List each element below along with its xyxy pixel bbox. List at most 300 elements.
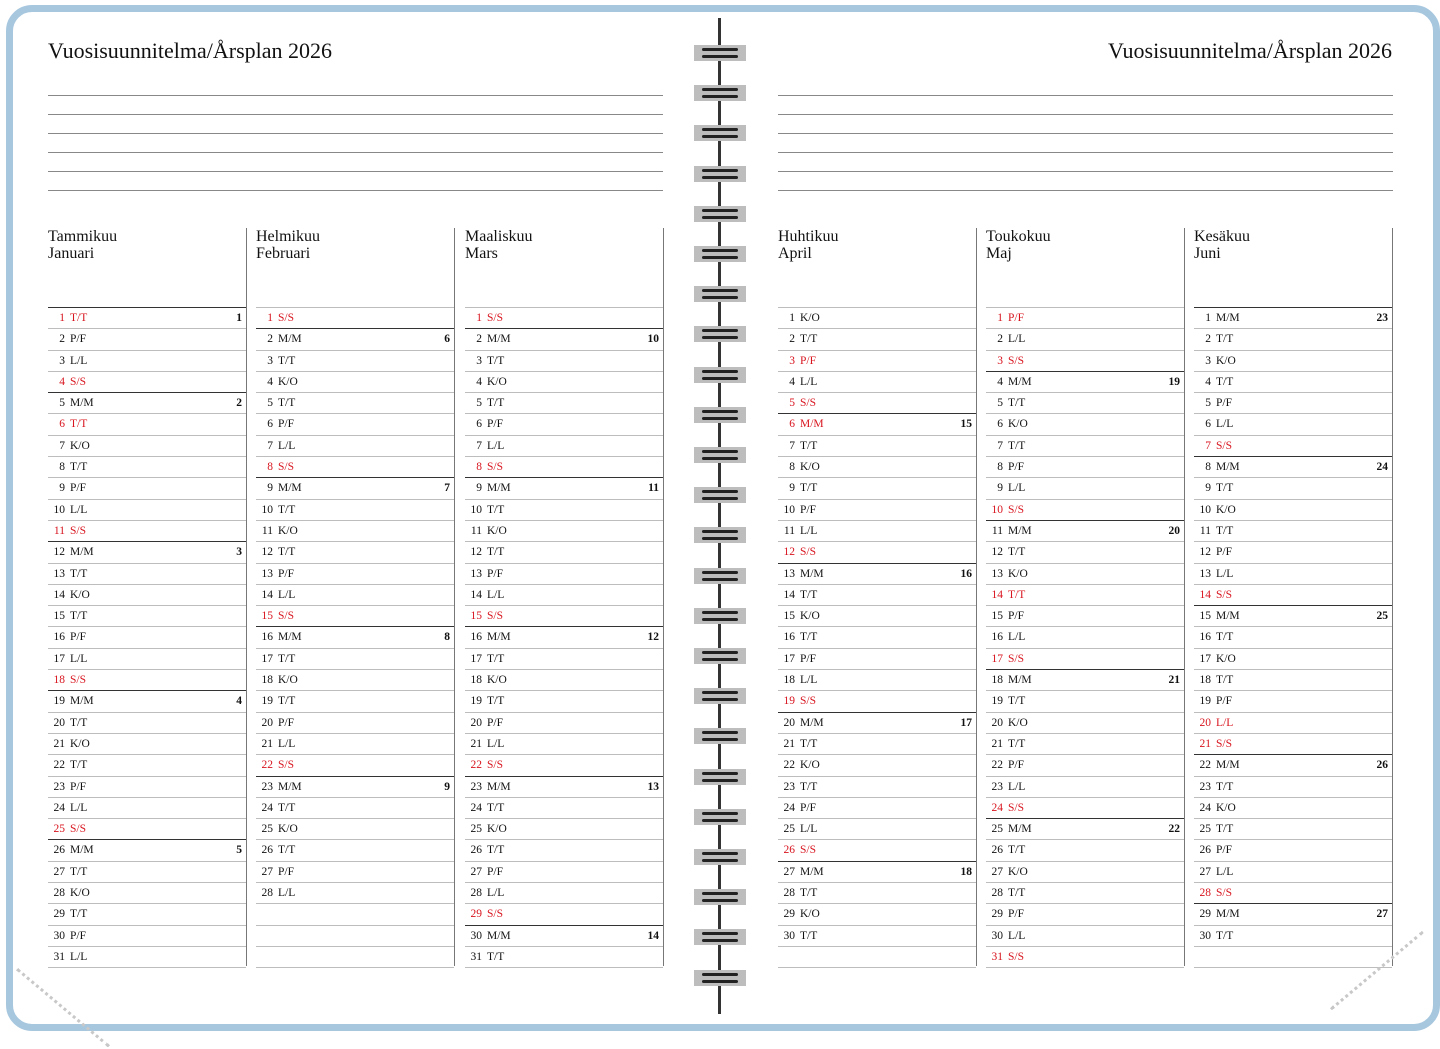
day-number: 21 xyxy=(53,737,65,750)
day-row[interactable] xyxy=(256,541,454,562)
day-number: 1 xyxy=(476,312,482,324)
weekday-abbr: S/S xyxy=(1216,588,1232,601)
day-row[interactable] xyxy=(778,499,976,520)
day-row[interactable] xyxy=(48,605,246,626)
day-row[interactable] xyxy=(986,541,1184,562)
day-row[interactable] xyxy=(1194,861,1392,882)
day-row[interactable] xyxy=(256,776,454,797)
day-row[interactable] xyxy=(778,456,976,477)
day-row[interactable] xyxy=(1194,754,1392,775)
day-row[interactable] xyxy=(465,371,663,392)
day-row[interactable] xyxy=(1194,605,1392,626)
weekday-abbr: L/L xyxy=(1216,865,1234,878)
day-row[interactable] xyxy=(48,818,246,839)
day-row[interactable] xyxy=(465,626,663,647)
day-row[interactable] xyxy=(1194,690,1392,711)
day-row[interactable] xyxy=(986,413,1184,434)
day-number: 9 xyxy=(267,482,273,495)
day-row[interactable] xyxy=(986,584,1184,605)
weekday-abbr: S/S xyxy=(487,908,503,921)
day-row[interactable] xyxy=(48,563,246,584)
weekday-abbr: P/F xyxy=(487,418,503,431)
note-line[interactable] xyxy=(48,133,663,134)
day-row[interactable] xyxy=(778,626,976,647)
empty-day-row xyxy=(256,925,454,946)
day-row[interactable] xyxy=(778,520,976,541)
day-row[interactable] xyxy=(256,307,454,328)
day-number: 31 xyxy=(991,950,1003,963)
weekday-abbr: S/S xyxy=(487,759,503,772)
day-number: 19 xyxy=(470,695,482,708)
day-row[interactable] xyxy=(1194,499,1392,520)
day-row[interactable] xyxy=(465,563,663,584)
weekday-abbr: T/T xyxy=(278,695,296,708)
day-row[interactable] xyxy=(1194,520,1392,541)
weekday-abbr: T/T xyxy=(800,588,818,601)
day-row[interactable] xyxy=(48,350,246,371)
day-number: 23 xyxy=(470,780,482,793)
day-row[interactable] xyxy=(1194,733,1392,754)
week-number: 19 xyxy=(1168,375,1180,388)
day-row[interactable] xyxy=(778,839,976,860)
day-row[interactable] xyxy=(465,818,663,839)
day-number: 20 xyxy=(470,716,482,729)
day-row[interactable] xyxy=(1194,882,1392,903)
day-row[interactable] xyxy=(465,925,663,946)
day-row[interactable] xyxy=(986,456,1184,477)
weekday-abbr: K/O xyxy=(800,610,820,623)
day-row[interactable] xyxy=(48,392,246,413)
day-number: 26 xyxy=(783,844,795,857)
day-row[interactable] xyxy=(256,584,454,605)
note-line[interactable] xyxy=(48,114,663,115)
weekday-abbr: T/T xyxy=(278,844,296,857)
day-number: 9 xyxy=(59,482,65,495)
weekday-abbr: M/M xyxy=(278,333,302,346)
spiral-ring xyxy=(694,608,746,624)
day-number: 2 xyxy=(789,333,795,346)
day-row[interactable] xyxy=(778,584,976,605)
day-row[interactable] xyxy=(778,903,976,924)
day-row[interactable] xyxy=(48,541,246,562)
day-row[interactable] xyxy=(1194,903,1392,924)
day-row[interactable] xyxy=(48,839,246,860)
day-row[interactable] xyxy=(48,307,246,328)
day-number: 24 xyxy=(53,801,65,814)
day-row[interactable] xyxy=(986,435,1184,456)
day-row[interactable] xyxy=(256,413,454,434)
day-row[interactable] xyxy=(778,776,976,797)
weekday-abbr: S/S xyxy=(1216,439,1232,452)
day-row[interactable] xyxy=(48,626,246,647)
day-number: 17 xyxy=(261,652,273,665)
day-row[interactable] xyxy=(256,626,454,647)
spiral-ring xyxy=(694,45,746,61)
day-row[interactable] xyxy=(1194,797,1392,818)
day-row[interactable] xyxy=(986,733,1184,754)
day-row[interactable] xyxy=(465,776,663,797)
empty-day-row xyxy=(256,903,454,924)
day-number: 3 xyxy=(789,354,795,367)
weekday-abbr: K/O xyxy=(70,737,90,750)
weekday-abbr: T/T xyxy=(1216,482,1234,495)
day-number: 7 xyxy=(476,439,482,452)
day-row[interactable] xyxy=(48,669,246,690)
weekday-abbr: T/T xyxy=(1008,844,1026,857)
day-row[interactable] xyxy=(465,946,663,967)
day-row[interactable] xyxy=(48,797,246,818)
weekday-abbr: S/S xyxy=(487,610,503,623)
day-row[interactable] xyxy=(778,861,976,882)
day-row[interactable] xyxy=(778,925,976,946)
day-row[interactable] xyxy=(778,477,976,498)
day-row[interactable] xyxy=(465,584,663,605)
weekday-abbr: P/F xyxy=(1216,546,1232,559)
day-row[interactable] xyxy=(465,499,663,520)
day-row[interactable] xyxy=(465,648,663,669)
day-row[interactable] xyxy=(1194,839,1392,860)
day-row[interactable] xyxy=(1194,350,1392,371)
day-row[interactable] xyxy=(256,499,454,520)
day-row[interactable] xyxy=(256,882,454,903)
day-row[interactable] xyxy=(778,413,976,434)
day-row[interactable] xyxy=(48,648,246,669)
day-row[interactable] xyxy=(48,371,246,392)
weekday-abbr: L/L xyxy=(278,439,296,452)
day-row[interactable] xyxy=(465,520,663,541)
day-row[interactable] xyxy=(778,733,976,754)
day-row[interactable] xyxy=(986,903,1184,924)
day-number: 30 xyxy=(470,929,482,942)
week-number: 20 xyxy=(1168,524,1180,537)
day-number: 16 xyxy=(783,631,795,644)
spiral-ring xyxy=(694,929,746,945)
day-row[interactable] xyxy=(778,818,976,839)
month-name-sv: Juni xyxy=(1194,245,1221,262)
day-number: 20 xyxy=(783,716,795,729)
day-row[interactable] xyxy=(778,754,976,775)
month-column xyxy=(256,228,455,966)
weekday-abbr: K/O xyxy=(1008,716,1028,729)
day-row[interactable] xyxy=(256,371,454,392)
day-row[interactable] xyxy=(1194,626,1392,647)
day-list-bottom-line xyxy=(1194,967,1392,968)
day-row[interactable] xyxy=(986,499,1184,520)
day-row[interactable] xyxy=(1194,776,1392,797)
notes-lines-right xyxy=(778,95,1393,191)
weekday-abbr: S/S xyxy=(1008,801,1024,814)
weekday-abbr: M/M xyxy=(1216,610,1240,623)
day-row[interactable] xyxy=(256,648,454,669)
day-row[interactable] xyxy=(986,754,1184,775)
day-row[interactable] xyxy=(986,392,1184,413)
day-row[interactable] xyxy=(256,328,454,349)
day-number: 15 xyxy=(261,610,273,623)
day-list xyxy=(48,307,246,968)
day-row[interactable] xyxy=(48,861,246,882)
day-row[interactable] xyxy=(465,435,663,456)
weekday-abbr: T/T xyxy=(70,908,88,921)
month-name-fi: Tammikuu xyxy=(48,228,118,245)
day-row[interactable] xyxy=(465,350,663,371)
day-row[interactable] xyxy=(778,797,976,818)
day-number: 6 xyxy=(789,418,795,431)
weekday-abbr: L/L xyxy=(1216,716,1234,729)
spiral-ring xyxy=(694,527,746,543)
day-row[interactable] xyxy=(986,861,1184,882)
note-line[interactable] xyxy=(778,190,1393,191)
day-row[interactable] xyxy=(256,797,454,818)
weekday-abbr: M/M xyxy=(1216,461,1240,474)
day-number: 25 xyxy=(470,823,482,836)
day-row[interactable] xyxy=(256,754,454,775)
day-row[interactable] xyxy=(778,712,976,733)
day-row[interactable] xyxy=(256,818,454,839)
day-number: 25 xyxy=(261,823,273,836)
day-row[interactable] xyxy=(986,371,1184,392)
day-row[interactable] xyxy=(48,882,246,903)
day-row[interactable] xyxy=(256,456,454,477)
weekday-abbr: P/F xyxy=(1008,759,1024,772)
day-row[interactable] xyxy=(465,733,663,754)
day-number: 21 xyxy=(783,737,795,750)
day-row[interactable] xyxy=(48,520,246,541)
weekday-abbr: L/L xyxy=(1008,780,1026,793)
day-row[interactable] xyxy=(48,733,246,754)
day-row[interactable] xyxy=(1194,669,1392,690)
day-row[interactable] xyxy=(465,903,663,924)
day-row[interactable] xyxy=(778,605,976,626)
day-row[interactable] xyxy=(1194,563,1392,584)
day-row[interactable] xyxy=(1194,541,1392,562)
note-line[interactable] xyxy=(48,171,663,172)
day-row[interactable] xyxy=(48,477,246,498)
day-number: 19 xyxy=(783,695,795,708)
day-row[interactable] xyxy=(986,520,1184,541)
weekday-abbr: S/S xyxy=(1008,652,1024,665)
day-number: 10 xyxy=(1199,503,1211,516)
day-number: 24 xyxy=(1199,801,1211,814)
day-number: 19 xyxy=(991,695,1003,708)
day-row[interactable] xyxy=(465,307,663,328)
day-row[interactable] xyxy=(465,839,663,860)
day-row[interactable] xyxy=(256,669,454,690)
day-row[interactable] xyxy=(465,456,663,477)
day-number: 16 xyxy=(1199,631,1211,644)
weekday-abbr: M/M xyxy=(278,631,302,644)
day-row[interactable] xyxy=(48,712,246,733)
day-row[interactable] xyxy=(986,328,1184,349)
day-row[interactable] xyxy=(48,413,246,434)
note-line[interactable] xyxy=(778,95,1393,96)
spiral-ring xyxy=(694,206,746,222)
day-row[interactable] xyxy=(986,839,1184,860)
day-row[interactable] xyxy=(48,328,246,349)
day-row[interactable] xyxy=(48,946,246,967)
note-line[interactable] xyxy=(778,133,1393,134)
day-row[interactable] xyxy=(778,307,976,328)
day-row[interactable] xyxy=(256,563,454,584)
note-line[interactable] xyxy=(778,114,1393,115)
day-row[interactable] xyxy=(986,605,1184,626)
day-row[interactable] xyxy=(256,350,454,371)
day-row[interactable] xyxy=(256,435,454,456)
day-row[interactable] xyxy=(986,477,1184,498)
day-row[interactable] xyxy=(986,925,1184,946)
note-line[interactable] xyxy=(48,95,663,96)
day-row[interactable] xyxy=(986,626,1184,647)
day-row[interactable] xyxy=(778,392,976,413)
day-row[interactable] xyxy=(256,733,454,754)
weekday-abbr: S/S xyxy=(1008,503,1024,516)
day-row[interactable] xyxy=(1194,307,1392,328)
day-row[interactable] xyxy=(465,541,663,562)
day-row[interactable] xyxy=(465,392,663,413)
weekday-abbr: K/O xyxy=(800,908,820,921)
day-row[interactable] xyxy=(465,712,663,733)
day-row[interactable] xyxy=(778,435,976,456)
day-number: 31 xyxy=(53,950,65,963)
day-row[interactable] xyxy=(256,605,454,626)
day-row[interactable] xyxy=(465,690,663,711)
day-row[interactable] xyxy=(1194,477,1392,498)
day-row[interactable] xyxy=(256,839,454,860)
day-number: 4 xyxy=(476,375,482,388)
day-row[interactable] xyxy=(48,754,246,775)
day-number: 22 xyxy=(991,759,1003,772)
day-row[interactable] xyxy=(1194,413,1392,434)
note-line[interactable] xyxy=(778,171,1393,172)
day-row[interactable] xyxy=(986,776,1184,797)
day-row[interactable] xyxy=(48,435,246,456)
weekday-abbr: P/F xyxy=(800,801,816,814)
day-row[interactable] xyxy=(48,925,246,946)
day-row[interactable] xyxy=(1194,392,1392,413)
day-number: 29 xyxy=(53,908,65,921)
day-row[interactable] xyxy=(465,669,663,690)
day-row[interactable] xyxy=(1194,925,1392,946)
weekday-abbr: M/M xyxy=(1216,759,1240,772)
day-row[interactable] xyxy=(778,690,976,711)
day-row[interactable] xyxy=(986,946,1184,967)
weekday-abbr: L/L xyxy=(487,887,505,900)
day-row[interactable] xyxy=(465,605,663,626)
day-row[interactable] xyxy=(48,456,246,477)
day-number: 9 xyxy=(476,482,482,495)
day-row[interactable] xyxy=(1194,328,1392,349)
weekday-abbr: L/L xyxy=(278,887,296,900)
day-row[interactable] xyxy=(778,371,976,392)
day-row[interactable] xyxy=(986,350,1184,371)
weekday-abbr: P/F xyxy=(70,482,86,495)
day-number: 24 xyxy=(261,801,273,814)
day-row[interactable] xyxy=(1194,371,1392,392)
day-row[interactable] xyxy=(986,307,1184,328)
weekday-abbr: M/M xyxy=(487,333,511,346)
day-row[interactable] xyxy=(1194,456,1392,477)
day-row[interactable] xyxy=(48,584,246,605)
day-row[interactable] xyxy=(465,754,663,775)
day-number: 7 xyxy=(59,439,65,452)
day-row[interactable] xyxy=(465,477,663,498)
day-row[interactable] xyxy=(465,797,663,818)
day-number: 26 xyxy=(53,844,65,857)
day-row[interactable] xyxy=(986,563,1184,584)
day-row[interactable] xyxy=(1194,712,1392,733)
day-row[interactable] xyxy=(48,690,246,711)
day-row[interactable] xyxy=(465,861,663,882)
day-row[interactable] xyxy=(256,392,454,413)
day-row[interactable] xyxy=(778,648,976,669)
day-number: 3 xyxy=(1205,354,1211,367)
month-header xyxy=(48,228,246,262)
day-row[interactable] xyxy=(256,712,454,733)
day-row[interactable] xyxy=(986,797,1184,818)
day-list xyxy=(986,307,1184,968)
day-row[interactable] xyxy=(778,563,976,584)
day-row[interactable] xyxy=(48,499,246,520)
day-number: 27 xyxy=(1199,865,1211,878)
day-row[interactable] xyxy=(1194,648,1392,669)
day-number: 26 xyxy=(991,844,1003,857)
day-row[interactable] xyxy=(986,818,1184,839)
day-number: 22 xyxy=(470,759,482,772)
week-number: 16 xyxy=(960,567,972,580)
weekday-abbr: T/T xyxy=(1008,695,1026,708)
day-row[interactable] xyxy=(778,669,976,690)
note-line[interactable] xyxy=(48,152,663,153)
day-row[interactable] xyxy=(256,477,454,498)
day-row[interactable] xyxy=(256,861,454,882)
day-row[interactable] xyxy=(256,690,454,711)
weekday-abbr: T/T xyxy=(1216,524,1234,537)
weekday-abbr: T/T xyxy=(800,929,818,942)
month-header xyxy=(986,228,1184,262)
day-row[interactable] xyxy=(48,903,246,924)
day-row[interactable] xyxy=(986,690,1184,711)
day-row[interactable] xyxy=(778,882,976,903)
day-row[interactable] xyxy=(778,328,976,349)
day-number: 15 xyxy=(1199,610,1211,623)
weekday-abbr: P/F xyxy=(70,631,86,644)
day-row[interactable] xyxy=(778,350,976,371)
day-row[interactable] xyxy=(1194,584,1392,605)
day-row[interactable] xyxy=(465,328,663,349)
weekday-abbr: S/S xyxy=(70,375,86,388)
day-row[interactable] xyxy=(778,541,976,562)
note-line[interactable] xyxy=(778,152,1393,153)
day-row[interactable] xyxy=(48,776,246,797)
day-row[interactable] xyxy=(986,882,1184,903)
day-row[interactable] xyxy=(986,669,1184,690)
weekday-abbr: K/O xyxy=(1216,801,1236,814)
day-row[interactable] xyxy=(465,413,663,434)
day-number: 28 xyxy=(53,887,65,900)
day-number: 24 xyxy=(991,801,1003,814)
day-row[interactable] xyxy=(986,648,1184,669)
day-row[interactable] xyxy=(465,882,663,903)
day-number: 19 xyxy=(261,695,273,708)
day-number: 19 xyxy=(1199,695,1211,708)
day-row[interactable] xyxy=(986,712,1184,733)
weekday-abbr: P/F xyxy=(278,418,294,431)
day-row[interactable] xyxy=(256,520,454,541)
note-line[interactable] xyxy=(48,190,663,191)
week-number: 10 xyxy=(647,333,659,346)
day-row[interactable] xyxy=(1194,818,1392,839)
day-row[interactable] xyxy=(1194,435,1392,456)
empty-day-row xyxy=(1194,946,1392,967)
